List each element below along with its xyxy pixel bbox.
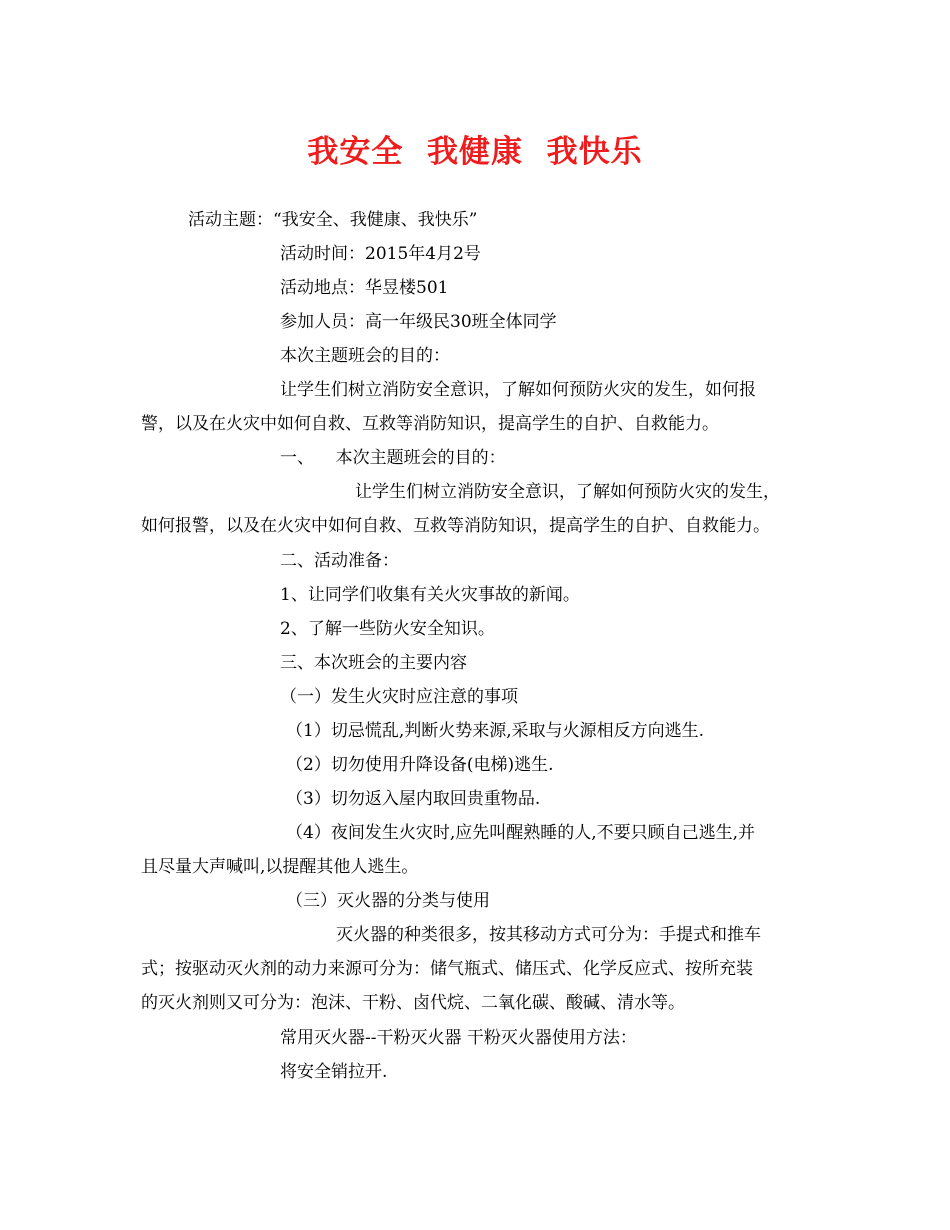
activity-time: 活动时间：2015年4月2号 — [280, 244, 481, 264]
list-item: （2）切勿使用升降设备(电梯)逃生. — [286, 755, 554, 775]
list-item: （3）切勿返入屋内取回贵重物品. — [286, 789, 541, 809]
paragraph-line: 如何报警，以及在火灾中如何自救、互救等消防知识，提高学生的自护、自救能力。 — [141, 516, 770, 536]
list-item: 1、让同学们收集有关火灾事故的新闻。 — [280, 585, 580, 605]
section-one-heading: 一、 本次主题班会的目的： — [280, 448, 506, 468]
paragraph-line: 让学生们树立消防安全意识，了解如何预防火灾的发生， — [355, 482, 780, 502]
subsection-heading: （三）灭火器的分类与使用 — [286, 891, 490, 911]
list-item: 2、了解一些防火安全知识。 — [280, 619, 495, 639]
paragraph-line: 式；按驱动灭火剂的动力来源可分为：储气瓶式、储压式、化学反应式、按所充装 — [141, 959, 753, 979]
extinguisher-usage-heading: 常用灭火器--干粉灭火器 干粉灭火器使用方法： — [280, 1028, 637, 1048]
paragraph-line: 警，以及在火灾中如何自救、互救等消防知识，提高学生的自护、自救能力。 — [141, 414, 719, 434]
activity-location: 活动地点：华昱楼501 — [280, 278, 449, 298]
usage-step: 将安全销拉开. — [280, 1062, 388, 1082]
participants: 参加人员：高一年级民30班全体同学 — [280, 312, 557, 332]
paragraph-line: 让学生们树立消防安全意识，了解如何预防火灾的发生，如何报 — [280, 380, 756, 400]
paragraph-line: 的灭火剂则又可分为：泡沫、干粉、卤代烷、二氧化碳、酸碱、清水等。 — [141, 993, 685, 1013]
list-item: （1）切忌慌乱,判断火势来源,采取与火源相反方向逃生. — [286, 721, 705, 741]
activity-theme: 活动主题：“我安全、我健康、我快乐” — [188, 210, 478, 230]
purpose-heading: 本次主题班会的目的： — [280, 346, 450, 366]
section-two-heading: 二、活动准备： — [280, 551, 399, 571]
document-title: 我安全 我健康 我快乐 — [307, 134, 643, 170]
section-three-heading: 三、本次班会的主要内容 — [280, 653, 467, 673]
paragraph-line: 灭火器的种类很多，按其移动方式可分为：手提式和推车 — [336, 925, 761, 945]
list-item: （4）夜间发生火灾时,应先叫醒熟睡的人,不要只顾自己逃生,并 — [286, 823, 756, 843]
list-item-continuation: 且尽量大声喊叫,以提醒其他人逃生。 — [141, 857, 419, 877]
subsection-heading: （一）发生火灾时应注意的事项 — [280, 687, 518, 707]
